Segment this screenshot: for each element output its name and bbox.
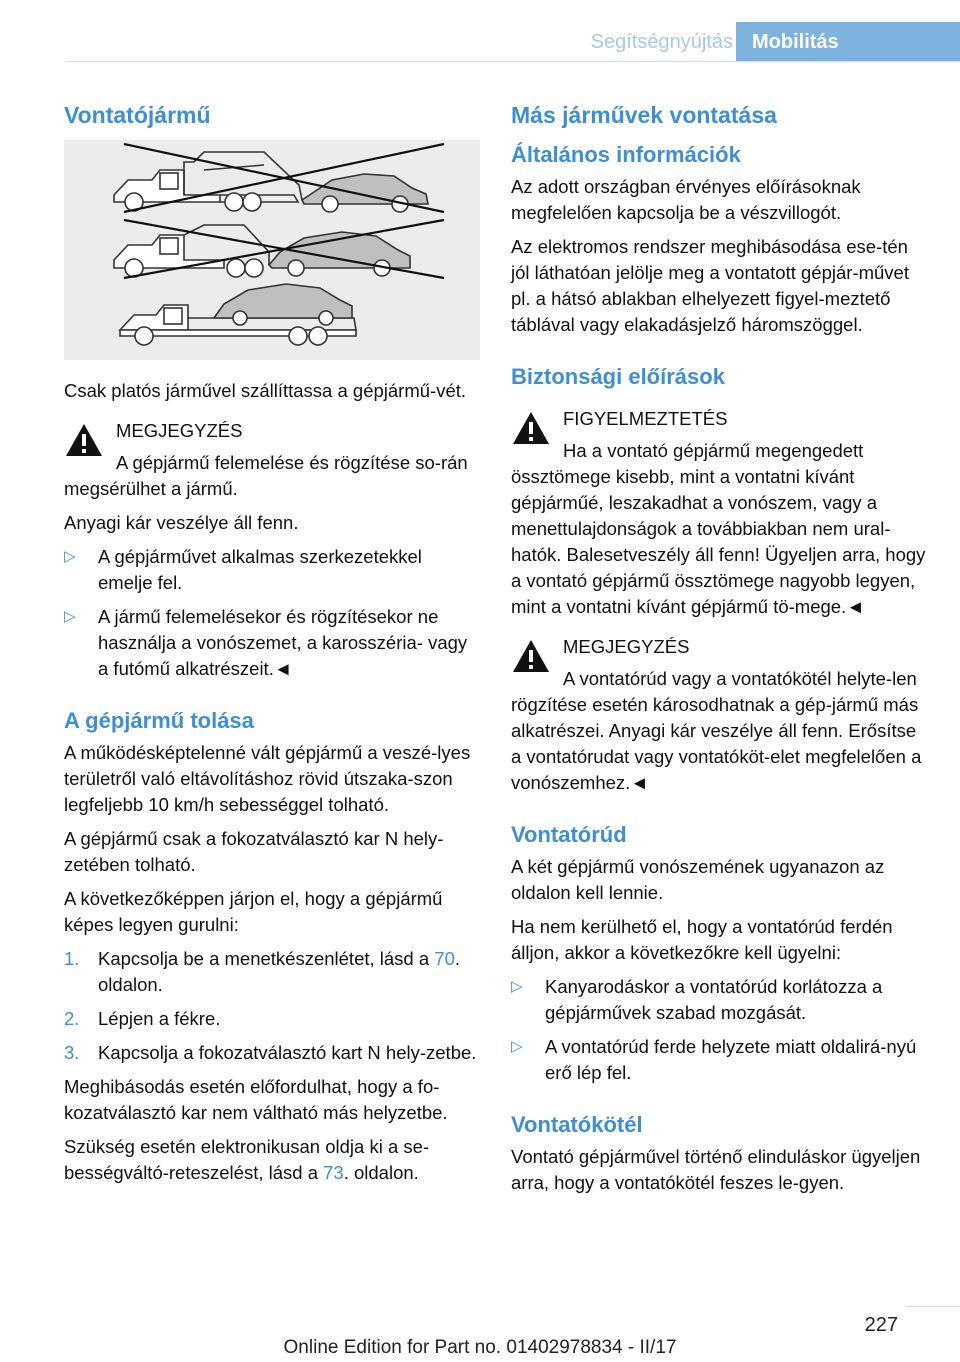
- step-number: 3.: [64, 1042, 80, 1063]
- right-column: [511, 100, 931, 1204]
- section-safety: [511, 362, 931, 796]
- triangle-bullet-icon: ▷: [64, 608, 76, 625]
- list-item: ▷ A jármű felemelésekor és rögzítésekor ne használja a vonószemet, a karosszéria- vagy a futómű alkatrészeit.◄: [64, 606, 468, 679]
- section-tow-bar: [511, 820, 931, 1086]
- figure-caption: Csak platós járművel szállíttassa a gépjármű-vét.: [64, 380, 467, 401]
- page-number: 227: [864, 1314, 898, 1336]
- paragraph: Az elektromos rendszer meghibásodása ese-tén jól láthatóan jelölje meg a vontatott gépjár-művet pl. a hátsó ablakban elhelyezett figyel-meztető táblával vagy elakadásjelző háromszöggel.: [511, 236, 909, 335]
- section-title-safety: Biztonsági előírások: [511, 364, 725, 389]
- warning-triangle-icon: [64, 422, 104, 458]
- notice-box-tow-bar: [511, 634, 931, 796]
- triangle-bullet-icon: ▷: [511, 978, 523, 995]
- tow-trucks-drawing: [64, 140, 480, 360]
- triangle-bullet-icon: ▷: [511, 1038, 523, 1055]
- notice-consequence: Anyagi kár veszélye áll fenn.: [64, 512, 299, 533]
- warning-title: FIGYELMEZTETÉS: [563, 408, 728, 429]
- section-title-general: Általános információk: [511, 142, 741, 167]
- section-title-pushing: A gépjármű tolása: [64, 708, 254, 733]
- notice-title: MEGJEGYZÉS: [116, 420, 243, 441]
- towed-car-1: [302, 174, 428, 204]
- list-item: ▷ A vontatórúd ferde helyzete miatt oldalirá-nyú erő lép fel.: [511, 1036, 917, 1083]
- notice-text: A gépjármű felemelése és rögzítése so-rán megsérülhet a jármű.: [64, 452, 468, 499]
- section-title-tow-vehicle: Vontatójármű: [64, 102, 211, 128]
- section-title-tow-bar: Vontatórúd: [511, 822, 627, 847]
- notice-box-lifting: [64, 418, 480, 502]
- paragraph: A működésképtelenné vált gépjármű a veszé-lyes területről való eltávolításhoz rövid útszaka-szon legfeljebb 10 km/h sebességgel tolható.: [64, 742, 471, 815]
- step-item: 3. Kapcsolja a fokozatválasztó kart N hely-zetbe.: [64, 1040, 480, 1066]
- warning-triangle-icon: [511, 638, 551, 674]
- tow-bar-bullet-list: [511, 974, 931, 1086]
- warning-box: [511, 406, 931, 620]
- warning-triangle-icon: [511, 410, 551, 446]
- paragraph: Az adott országban érvényes előírásoknak megfelelően kapcsolja be a vészvillogót.: [511, 176, 861, 223]
- step-item: 1. Kapcsolja be a menetkészenlétet, lásd a 70. oldalon.: [64, 948, 461, 995]
- section-title-tow-rope: Vontatókötél: [511, 1112, 643, 1137]
- page-link-73[interactable]: 73: [323, 1162, 344, 1183]
- header-divider: [65, 61, 960, 62]
- notice-title: MEGJEGYZÉS: [563, 636, 690, 657]
- step-number: 1.: [64, 948, 80, 969]
- section-pushing: [64, 706, 480, 1186]
- header-chapter-tab: Mobilitás: [736, 22, 960, 62]
- paragraph: Szükség esetén elektronikusan oldja ki a se-bességváltó-reteszelést, lásd a 73. oldalon.: [64, 1136, 430, 1183]
- list-item: ▷ Kanyarodáskor a vontatórúd korlátozza a gépjárművek szabad mozgását.: [511, 976, 883, 1023]
- footer-divider: [906, 1306, 960, 1307]
- header-section-title: Segítségnyújtás: [590, 31, 733, 53]
- triangle-bullet-icon: ▷: [64, 548, 76, 565]
- notice-text: A vontatórúd vagy a vontatókötél helyte-len rögzítése esetén károsodhatnak a gép-jármű más alkatrészei. Anyagi kár veszélye áll fenn. Erősítse a vontatórudat vagy vontatóköt-elet megfelelően a vonószemhez.◄: [511, 668, 922, 793]
- notice-bullet-list: [64, 544, 480, 682]
- paragraph: A következőképpen járjon el, hogy a gépjármű képes legyen gurulni:: [64, 888, 443, 935]
- edition-footer: Online Edition for Part no. 01402978834 - II/17: [283, 1337, 677, 1358]
- page-link-70[interactable]: 70: [434, 948, 455, 969]
- warning-text: Ha a vontató gépjármű megengedett össztömege kisebb, mint a vontatni kívánt gépjárműé, leszakadhat a vonószem, vagy a menettulajdonságok a továbbiakban nem ural-hatók. Balesetveszély áll fenn! Ügyeljen arra, hogy a vontató gépjármű össztömege nagyobb legyen, mint a vontatni kívánt gépjármű tö-mege.◄: [511, 440, 926, 617]
- left-column: [64, 100, 480, 1194]
- paragraph: Ha nem kerülhető el, hogy a vontatórúd ferdén álljon, akkor a következőkre kell ügyelni:: [511, 916, 893, 963]
- paragraph: Vontató gépjárművel történő elinduláskor ügyeljen arra, hogy a vontatókötél feszes le-gyen.: [511, 1146, 921, 1193]
- paragraph: A gépjármű csak a fokozatválasztó kar N hely-zetében tolható.: [64, 828, 444, 875]
- step-number: 2.: [64, 1008, 80, 1029]
- steps-list: [64, 946, 480, 1066]
- paragraph: A két gépjármű vonószemének ugyanazon az oldalon kell lennie.: [511, 856, 885, 903]
- section-title-towing-others: Más járművek vontatása: [511, 102, 777, 128]
- list-item: ▷ A gépjárművet alkalmas szerkezetekkel emelje fel.: [64, 546, 422, 593]
- towing-illustration: [64, 140, 480, 360]
- step-item: 2. Lépjen a fékre.: [64, 1006, 480, 1032]
- paragraph: Meghibásodás esetén előfordulhat, hogy a fo-kozatválasztó kar nem váltható más helyzetbe.: [64, 1076, 448, 1123]
- section-tow-rope: [511, 1110, 931, 1196]
